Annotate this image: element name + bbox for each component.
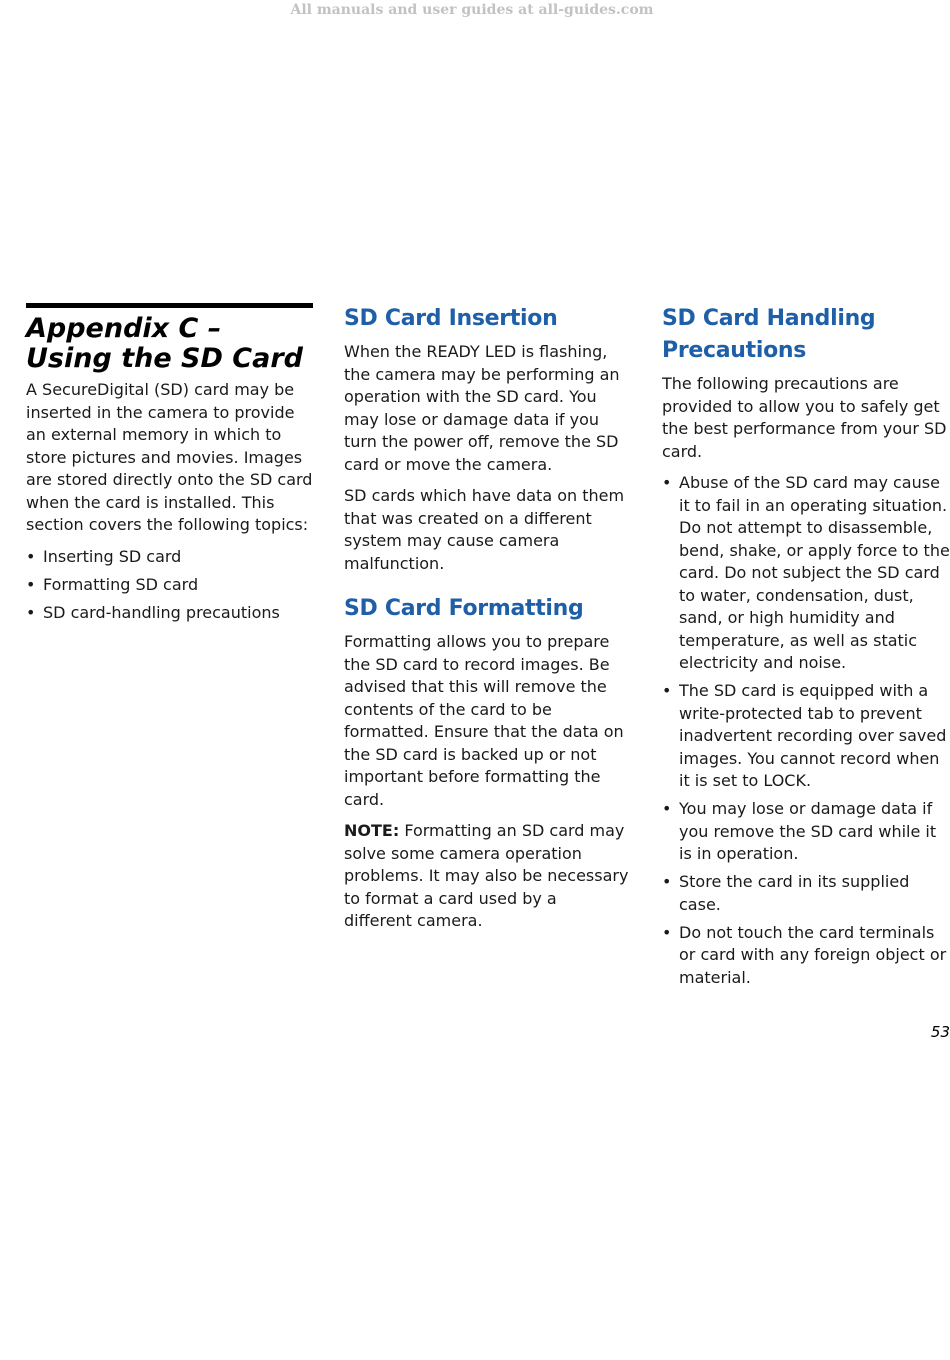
list-item-text: The SD card is equipped with a write-protected tab to prevent inadvertent recording over saved images. You cannot record when it is set to LOCK.	[679, 681, 947, 790]
bullet-icon: •	[662, 799, 672, 818]
formatting-heading: SD Card Formatting	[344, 596, 584, 621]
appendix-title-line1: Appendix C –	[26, 313, 222, 344]
page-number: 53	[930, 1023, 950, 1041]
note-label: NOTE:	[344, 821, 400, 840]
precautions-intro: The following precautions are provided to allow you to safely get the best performance from your SD card.	[662, 374, 947, 461]
bullet-icon: •	[26, 602, 36, 622]
list-item	[26, 574, 313, 597]
note-text: Formatting an SD card may solve some camera operation problems. It may also be necessary to format a card used by a different camera.	[344, 821, 629, 930]
list-item	[662, 798, 950, 866]
insertion-heading: SD Card Insertion	[344, 306, 558, 331]
title-rule	[26, 303, 313, 308]
list-item-text: Formatting SD card	[43, 574, 199, 594]
list-item-text: Abuse of the SD card may cause it to fail in an operating situation. Do not attempt to disassemble, bend, shake, or apply force to the card. Do not subject the SD card to water, condensation, dust, sand, or high humidity and temperature, as well as static electricity and noise.	[679, 473, 950, 672]
bullet-icon: •	[662, 681, 672, 700]
precautions-list	[662, 472, 950, 989]
column-appendix	[26, 303, 313, 630]
column-insertion-formatting	[344, 303, 629, 942]
bullet-icon: •	[26, 546, 36, 566]
bullet-icon: •	[662, 872, 672, 891]
list-item	[26, 546, 313, 569]
list-item-text: SD card-handling precautions	[43, 602, 280, 622]
list-item-text: Inserting SD card	[43, 546, 182, 566]
list-item	[26, 602, 313, 625]
formatting-paragraph: Formatting allows you to prepare the SD card to record images. Be advised that this will remove the contents of the card to be formatted. Ensure that the data on the SD card is backed up or not important before formatting the card.	[344, 632, 624, 809]
list-item	[662, 871, 950, 916]
bullet-icon: •	[662, 922, 672, 942]
list-item-text: You may lose or damage data if you remove the SD card while it is in operation.	[679, 799, 937, 863]
list-item	[662, 472, 950, 675]
appendix-intro: A SecureDigital (SD) card may be inserted in the camera to provide an external memory in which to store pictures and movies. Images are stored directly onto the SD card when the card is installed. This section covers the following topics:	[26, 380, 313, 534]
list-item-text: Do not touch the card terminals or card with any foreign object or material.	[679, 922, 947, 987]
formatting-note	[344, 820, 629, 933]
insertion-paragraph: When the READY LED is flashing, the camera may be performing an operation with the SD card. You may lose or damage data if you turn the power off, remove the SD card or move the camera.	[344, 342, 620, 474]
list-item-text: Store the card in its supplied case.	[679, 872, 910, 914]
bullet-icon: •	[26, 574, 36, 594]
bullet-icon: •	[662, 473, 672, 492]
precautions-heading: SD Card Handling Precautions	[662, 306, 876, 363]
watermark-text: All manuals and user guides at all-guides.com	[290, 2, 654, 18]
topics-list	[26, 546, 313, 625]
list-item	[662, 680, 950, 793]
insertion-paragraph: SD cards which have data on them that was created on a different system may cause camera malfunction.	[344, 486, 625, 573]
list-item	[662, 922, 950, 990]
appendix-title-line2: Using the SD Card	[26, 343, 303, 374]
appendix-title	[26, 314, 313, 374]
column-precautions	[662, 303, 950, 995]
